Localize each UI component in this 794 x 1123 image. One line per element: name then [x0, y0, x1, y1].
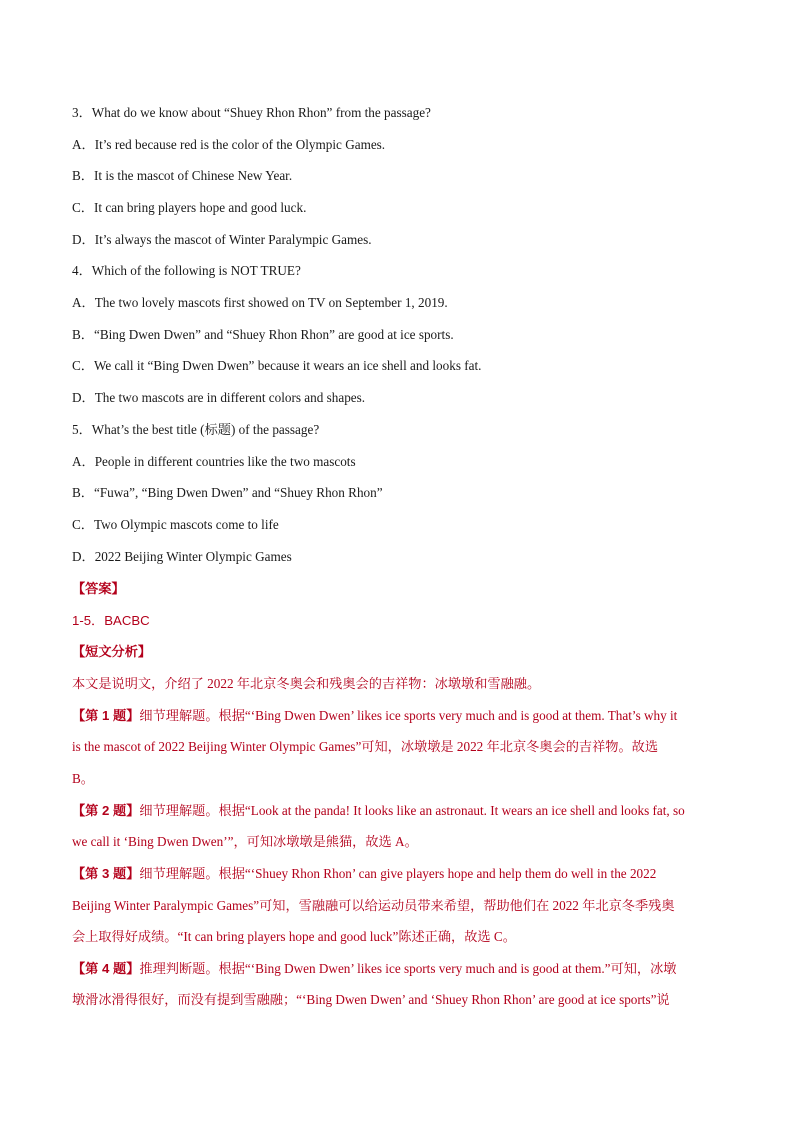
- question-5-option-d: D．2022 Beijing Winter Olympic Games: [72, 549, 292, 564]
- explanation-3-line-1: [72, 865, 732, 883]
- question-4-option-c: C．We call it “Bing Dwen Dwen” because it wears an ice shell and looks fat.: [72, 358, 482, 373]
- question-4-option-a: A．The two lovely mascots first showed on TV on September 1, 2019.: [72, 295, 448, 310]
- question-4-option-b: B．“Bing Dwen Dwen” and “Shuey Rhon Rhon” are good at ice sports.: [72, 327, 454, 342]
- explanation-1-line-1: [72, 707, 732, 725]
- answer-heading: 【答案】: [72, 581, 125, 596]
- explanation-1-line-3: B。: [72, 771, 94, 786]
- question-5-option-a: A．People in different countries like the two mascots: [72, 454, 356, 469]
- explanation-2-line-2: we call it ‘Bing Dwen Dwen’”，可知冰墩墩是熊猫，故选 A。: [72, 834, 418, 849]
- explanation-3-line-3: 会上取得好成绩。“It can bring players hope and good luck”陈述正确，故选 C。: [72, 929, 516, 944]
- explanation-2-line-1: [72, 802, 732, 820]
- explanation-3-line-2: Beijing Winter Paralympic Games”可知，雪融融可以给运动员带来希望，帮助他们在 2022 年北京冬季残奥: [72, 898, 675, 913]
- question-5-option-c: C．Two Olympic mascots come to life: [72, 517, 279, 532]
- explanation-2-text: 细节理解题。根据“Look at the panda! It looks like an astronaut. It wears an ice shell and looks fat, so: [139, 803, 685, 818]
- explanation-1-text: 细节理解题。根据“‘Bing Dwen Dwen’ likes ice sports very much and is good at them. That’s why it: [139, 708, 678, 723]
- explanation-4-line-2: 墩滑冰滑得很好，而没有提到雪融融；“‘Bing Dwen Dwen’ and ‘Shuey Rhon Rhon’ are good at ice sports”说: [72, 992, 670, 1007]
- explanation-4-line-1: [72, 960, 732, 978]
- explanation-4-tag: 【第 4 题】: [72, 961, 140, 976]
- question-4-option-d: D．The two mascots are in different colors and shapes.: [72, 390, 366, 405]
- explanation-1-tag: 【第 1 题】: [72, 708, 140, 723]
- question-4-stem: 4．Which of the following is NOT TRUE?: [72, 263, 301, 278]
- question-5-option-b: B．“Fuwa”, “Bing Dwen Dwen” and “Shuey Rhon Rhon”: [72, 485, 383, 500]
- analysis-text: 本文是说明文，介绍了 2022 年北京冬奥会和残奥会的吉祥物：冰墩墩和雪融融。: [72, 676, 541, 691]
- question-3-option-b: B．It is the mascot of Chinese New Year.: [72, 168, 293, 183]
- explanation-4-text: 推理判断题。根据“‘Bing Dwen Dwen’ likes ice sports very much and is good at them.”可知，冰墩: [139, 961, 677, 976]
- explanation-3-tag: 【第 3 题】: [72, 866, 140, 881]
- question-3-option-a: A．It’s red because red is the color of the Olympic Games.: [72, 137, 386, 152]
- question-5-stem: 5．What’s the best title (标题) of the passage?: [72, 422, 320, 437]
- explanation-2-tag: 【第 2 题】: [72, 803, 140, 818]
- analysis-heading: 【短文分析】: [72, 644, 152, 659]
- question-3-option-d: D．It’s always the mascot of Winter Paralympic Games.: [72, 232, 372, 247]
- question-3-stem: 3．What do we know about “Shuey Rhon Rhon” from the passage?: [72, 105, 431, 120]
- question-3-option-c: C．It can bring players hope and good luck.: [72, 200, 307, 215]
- explanation-1-line-2: is the mascot of 2022 Beijing Winter Olympic Games”可知，冰墩墩是 2022 年北京冬奥会的吉祥物。故选: [72, 739, 659, 754]
- answer-text: 1-5．BACBC: [72, 613, 150, 628]
- explanation-3-text: 细节理解题。根据“‘Shuey Rhon Rhon’ can give players hope and help them do well in the 2022: [139, 866, 657, 881]
